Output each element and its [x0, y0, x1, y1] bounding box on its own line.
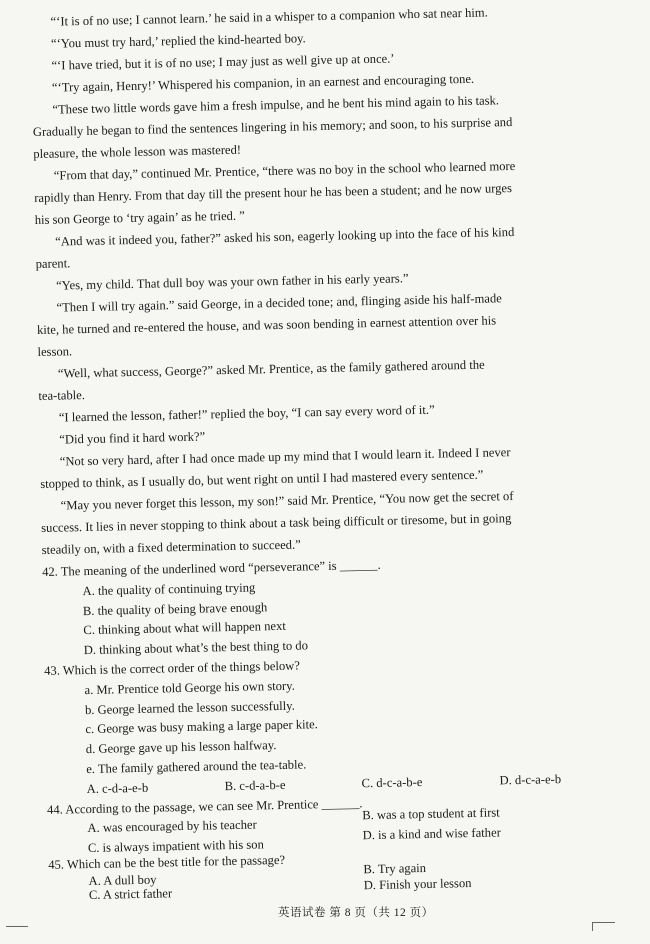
q44-option-a[interactable]: A. was encouraged by his teacher	[87, 817, 257, 836]
story-line: tea-table.	[38, 388, 86, 403]
story-line: “May you never forget this lesson, my son!” said Mr. Prentice, “You now get the secret of	[60, 489, 514, 513]
question-43-stem: 43. Which is the correct order of the things below?	[44, 658, 301, 678]
story-line: “Yes, my child. That dull boy was your own father in his early years.”	[55, 271, 409, 293]
story-line: lesson.	[37, 344, 73, 359]
q44-option-d[interactable]: D. is a kind and wise father	[362, 825, 501, 843]
story-line: “Did you find it hard work?”	[59, 429, 206, 447]
q43-option-b[interactable]: B. c-d-a-b-e	[224, 777, 286, 793]
story-line: “I learned the lesson, father!” replied the boy, “I can say every word of it.”	[58, 402, 435, 425]
q44-option-b[interactable]: B. was a top student at first	[362, 805, 500, 823]
q43-option-c[interactable]: C. d-c-a-b-e	[361, 774, 423, 791]
story-line: “‘You must try hard,’ replied the kind-hearted boy.	[50, 31, 306, 51]
q44-option-c[interactable]: C. is always impatient with his son	[87, 837, 264, 856]
story-line: “These two little words gave him a fresh impulse, and he bent his mind again to his task.	[52, 93, 500, 117]
q43-event-e: e. The family gathered around the tea-table.	[86, 757, 307, 777]
story-line: rapidly than Henry. From that day till the present hour he has been a student; and he now urges	[34, 181, 513, 206]
q42-option-b[interactable]: B. the quality of being brave enough	[82, 599, 268, 618]
question-42-stem: 42. The meaning of the underlined word “perseverance” is ______.	[41, 557, 381, 579]
q43-event-b: b. George learned the lesson successfully.	[84, 698, 295, 717]
q43-option-a[interactable]: A. c-d-a-e-b	[86, 780, 149, 796]
story-line: “From that day,” continued Mr. Prentice, “there was no boy in the school who learned more	[53, 158, 516, 183]
q45-option-c[interactable]: C. A strict father	[88, 886, 173, 903]
q43-event-a: a. Mr. Prentice told George his own story.	[84, 678, 295, 697]
q42-option-d[interactable]: D. thinking about what’s the best thing to do	[83, 638, 309, 658]
q45-option-d[interactable]: D. Finish your lesson	[363, 876, 472, 893]
crop-mark-right	[592, 922, 615, 931]
story-line: stopped to think, as I usually do, but went right on until I had mastered every sentence.”	[40, 467, 484, 491]
story-line: “Then I will try again.” said George, in a decided tone; and, flinging aside his half-made	[56, 291, 502, 315]
story-line: “And was it indeed you, father?” asked his son, eagerly looking up into the face of his kind	[55, 224, 515, 249]
q45-option-a[interactable]: A. A dull boy	[88, 872, 157, 888]
question-45-stem: 45. Which can be the best title for the passage?	[48, 853, 286, 873]
story-line: “‘It is of no use; I cannot learn.’ he said in a whisper to a companion who sat near him.	[50, 5, 488, 29]
story-line: pleasure, the whole lesson was mastered!	[33, 142, 242, 162]
q43-event-d: d. George gave up his lesson halfway.	[85, 738, 277, 757]
q43-option-d[interactable]: D. d-c-a-e-b	[499, 771, 562, 788]
story-line: kite, he turned and re-entered the house, and was soon bending in earnest attention over his	[36, 313, 497, 337]
crop-mark-left	[6, 926, 28, 935]
story-line: “‘Try again, Henry!’ Whispered his companion, in an earnest and encouraging tone.	[51, 71, 475, 95]
q42-option-a[interactable]: A. the quality of continuing trying	[82, 580, 256, 598]
question-44-stem: 44. According to the passage, we can see Mr. Prentice ______.	[46, 795, 363, 817]
story-line: “Well, what success, George?” asked Mr. Prentice, as the family gathered around the	[57, 357, 485, 381]
page-footer: 英语试卷 第 8 页（共 12 页）	[278, 907, 434, 919]
q43-event-c: c. George was busy making a large paper kite.	[85, 717, 318, 737]
q45-option-b[interactable]: B. Try again	[363, 861, 427, 877]
story-line: “Not so very hard, after I had once made up my mind that I would learn it. Indeed I never	[59, 445, 511, 469]
story-line: parent.	[35, 256, 71, 272]
story-line: Gradually he began to find the sentences lingering in his memory; and soon, to his surprise and	[32, 115, 513, 140]
story-line: his son George to ‘try again’ as he tried. ”	[34, 208, 245, 228]
story-line: success. It lies in never stopping to think about a task being difficult or tiresome, but in going	[41, 511, 512, 535]
story-line: “‘I have tried, but it is of no use; I may just as well give up at once.’	[51, 51, 395, 73]
q42-option-c[interactable]: C. thinking about what will happen next	[83, 619, 286, 638]
story-line: steadily on, with a fixed determination to succeed.”	[41, 537, 301, 557]
